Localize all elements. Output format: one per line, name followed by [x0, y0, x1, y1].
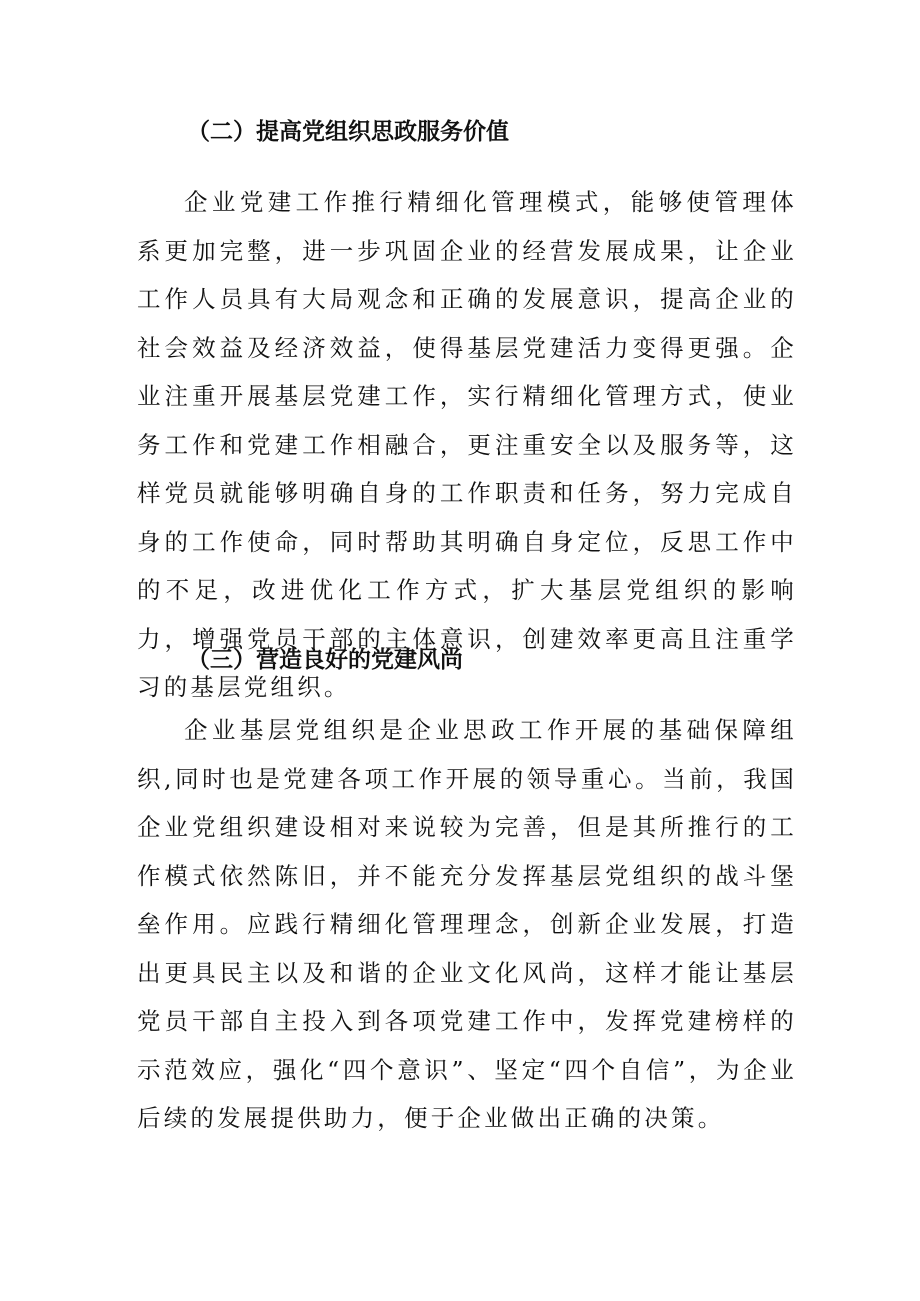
section-paragraph-2: 企业党建工作推行精细化管理模式，能够使管理体系更加完整，进一步巩固企业的经营发展成果，让企业工作人员具有大局观念和正确的发展意识，提高企业的社会效益及经济效益，使得基层党建活力变得更强。企业注重开展基层党建工作，实行精细化管理方式，使业务工作和党建工作相融合，更注重安全以及服务等，这样党员就能够明确自身的工作职责和任务，努力完成自身的工作使命，同时帮助其明确自身定位，反思工作中的不足，改进优化工作方式，扩大基层党组织的影响力，增强党员干部的主体意识，创建效率更高且注重学习的基层党组织。: [137, 188, 797, 701]
section-heading-2: （二）提高党组织思政服务价值: [187, 119, 509, 145]
section-heading-3: （三）营造良好的党建风尚: [187, 647, 463, 673]
section-paragraph-3: 企业基层党组织是企业思政工作开展的基础保障组织,同时也是党建各项工作开展的领导重心。当前，我国企业党组织建设相对来说较为完善，但是其所推行的工作模式依然陈旧，并不能充分发挥基层党组织的战斗堡垒作用。应践行精细化管理理念，创新企业发展，打造出更具民主以及和谐的企业文化风尚，这样才能让基层党员干部自主投入到各项党建工作中，发挥党建榜样的示范效应，强化“四个意识”、坚定“四个自信”，为企业后续的发展提供助力，便于企业做出正确的决策。: [137, 716, 797, 1132]
